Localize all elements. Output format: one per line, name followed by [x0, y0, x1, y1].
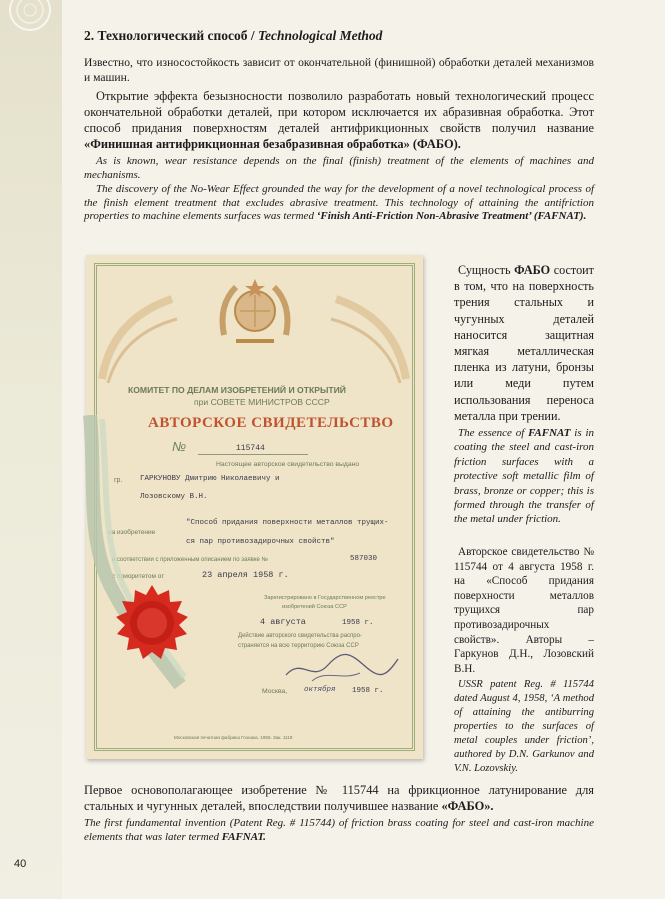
- cert-title: АВТОРСКОЕ СВИДЕТЕЛЬСТВО: [148, 415, 394, 431]
- signature-drawing: [282, 647, 402, 687]
- cert-city: Москва,: [262, 688, 288, 695]
- patent-caption-en: USSR patent Reg. # 115744 dated August 4, 1958, ‘A method of attaining the antiburring properties to the surfaces of metal couples under friction’, authored by D.N. Garkunov and V.N. Lozovskiy.: [454, 679, 594, 775]
- cert-committee-line-2: при СОВЕТЕ МИНИСТРОВ СССР: [194, 397, 330, 407]
- cert-committee-line-1: КОМИТЕТ ПО ДЕЛАМ ИЗОБРЕТЕНИЙ И ОТКРЫТИЙ: [128, 385, 346, 395]
- cert-number-underline: [198, 454, 308, 455]
- cert-issue-year: 1958 г.: [352, 687, 384, 695]
- page-number: 40: [14, 858, 27, 870]
- intro-paragraph-ru-2: Открытие эффекта безызносности позволило разработать новый технологический процесс окончательной обработки деталей, при котором исключается их абразивная обработка. Этот способ придания поверхностям деталей антифрикционных свойств получил название «Финишная антифрикционная безабразивная обработка» (ФАБО).: [84, 89, 594, 151]
- outro-paragraph-en: The first fundamental invention (Patent Reg. # 115744) of friction brass coating for steel and cast-iron machine elements that was later termed FAFNAT.: [84, 817, 594, 843]
- outro-paragraph-ru: Первое основополагающее изобретение № 115744 на фрикционное латунирование для стальных и чугунных деталей, впоследствии получившее название «ФАБО».: [84, 783, 594, 813]
- corner-ornament-icon: [0, 0, 62, 46]
- cert-number-prefix: №: [172, 439, 187, 454]
- cert-invention-label: на изобретение: [108, 529, 156, 536]
- cert-application-line: в соответствии с приложенным описанием по заявке №: [112, 557, 268, 563]
- cert-author-1: ГАРКУНОВУ Дмитрию Николаевичу и: [140, 475, 280, 483]
- cert-reg-year: 1958 г.: [342, 619, 374, 627]
- red-wax-seal-icon: [112, 583, 192, 663]
- outro-block: [84, 782, 594, 844]
- ribbon-right-decoration: [326, 279, 416, 389]
- cert-number: 115744: [236, 444, 265, 453]
- intro-paragraph-en-1: As is known, wear resistance depends on the final (finish) treatment of the elements of machines and mechanisms.: [84, 155, 594, 181]
- cert-priority-label: с приоритетом от: [112, 573, 165, 580]
- intro-paragraph-ru-1: Известно, что износостойкость зависит от окончательной (финишной) обработки деталей механизмов и машин.: [84, 56, 594, 84]
- left-decorative-bar: [0, 0, 62, 899]
- cert-priority-date: 23 апреля 1958 г.: [202, 570, 289, 580]
- cert-invention-title-2: ся пар противозадирочных свойств": [186, 538, 335, 546]
- cert-gr-label: гр.: [114, 477, 123, 484]
- intro-block: [84, 55, 594, 224]
- section-heading: 2. Технологический способ / Technological Method: [84, 28, 383, 43]
- essence-en: The essence of FAFNAT is in coating the steel and cast-iron friction surfaces with a protective soft metallic film of brass, bronze or copper; this is formed through the transfer of the metal under friction.: [454, 427, 594, 526]
- intro-paragraph-en-2: The discovery of the No-Wear Effect grounded the way for the development of a novel technological process of the finish element treatment that excludes abrasive treatment. This technology of attaining the antifriction properties to machine elements surfaces was termed ‘Finish Anti-Friction Non-Abrasive Treatment’ (FAFNAT).: [84, 183, 594, 223]
- cert-invention-title-1: "Способ придания поверхности металлов трущих-: [186, 519, 389, 527]
- cert-application-number: 587030: [350, 555, 378, 563]
- cert-issued-line: Настоящее авторское свидетельство выдано: [216, 461, 360, 468]
- cert-registry-line-1: Зарегистрировано в Государственном реестре: [264, 595, 386, 601]
- ribbon-left-decoration: [92, 279, 182, 389]
- essence-ru: Сущность ФАБО состоит в том, что на поверхность трения стальных и чугунных деталей наносится защитная мягкая металлическая пленка из латуни, бронзы или меди путем использования переноса металла при трении.: [454, 263, 595, 423]
- cert-issue-date: октября: [304, 686, 336, 694]
- cert-registry-line-2: изобретений Союза ССР: [282, 604, 347, 610]
- patent-caption-ru: Авторское свидетельство № 115744 от 4 августа 1958 г. на «Способ придания поверхности металлов трущихся пар противозадирочных свойств». Авторы – Гаркунов Д.Н., Лозовский В.Н.: [454, 546, 594, 675]
- cert-author-2: Лозовскому В.Н.: [140, 493, 208, 501]
- cert-validity-line-2: страняется на всю территорию Союза ССР: [238, 643, 359, 649]
- cert-validity-line-1: Действие авторского свидетельства распро-: [238, 633, 362, 639]
- essence-ru-block: [454, 262, 594, 527]
- ussr-emblem-icon: [214, 275, 296, 351]
- cert-reg-date: 4 августа: [260, 617, 306, 627]
- patent-caption-block: [454, 545, 594, 776]
- patent-certificate-image: [86, 255, 423, 759]
- cert-printer-line: Московская печатная фабрика Гознака. 1956. Зак. 1119: [174, 735, 293, 740]
